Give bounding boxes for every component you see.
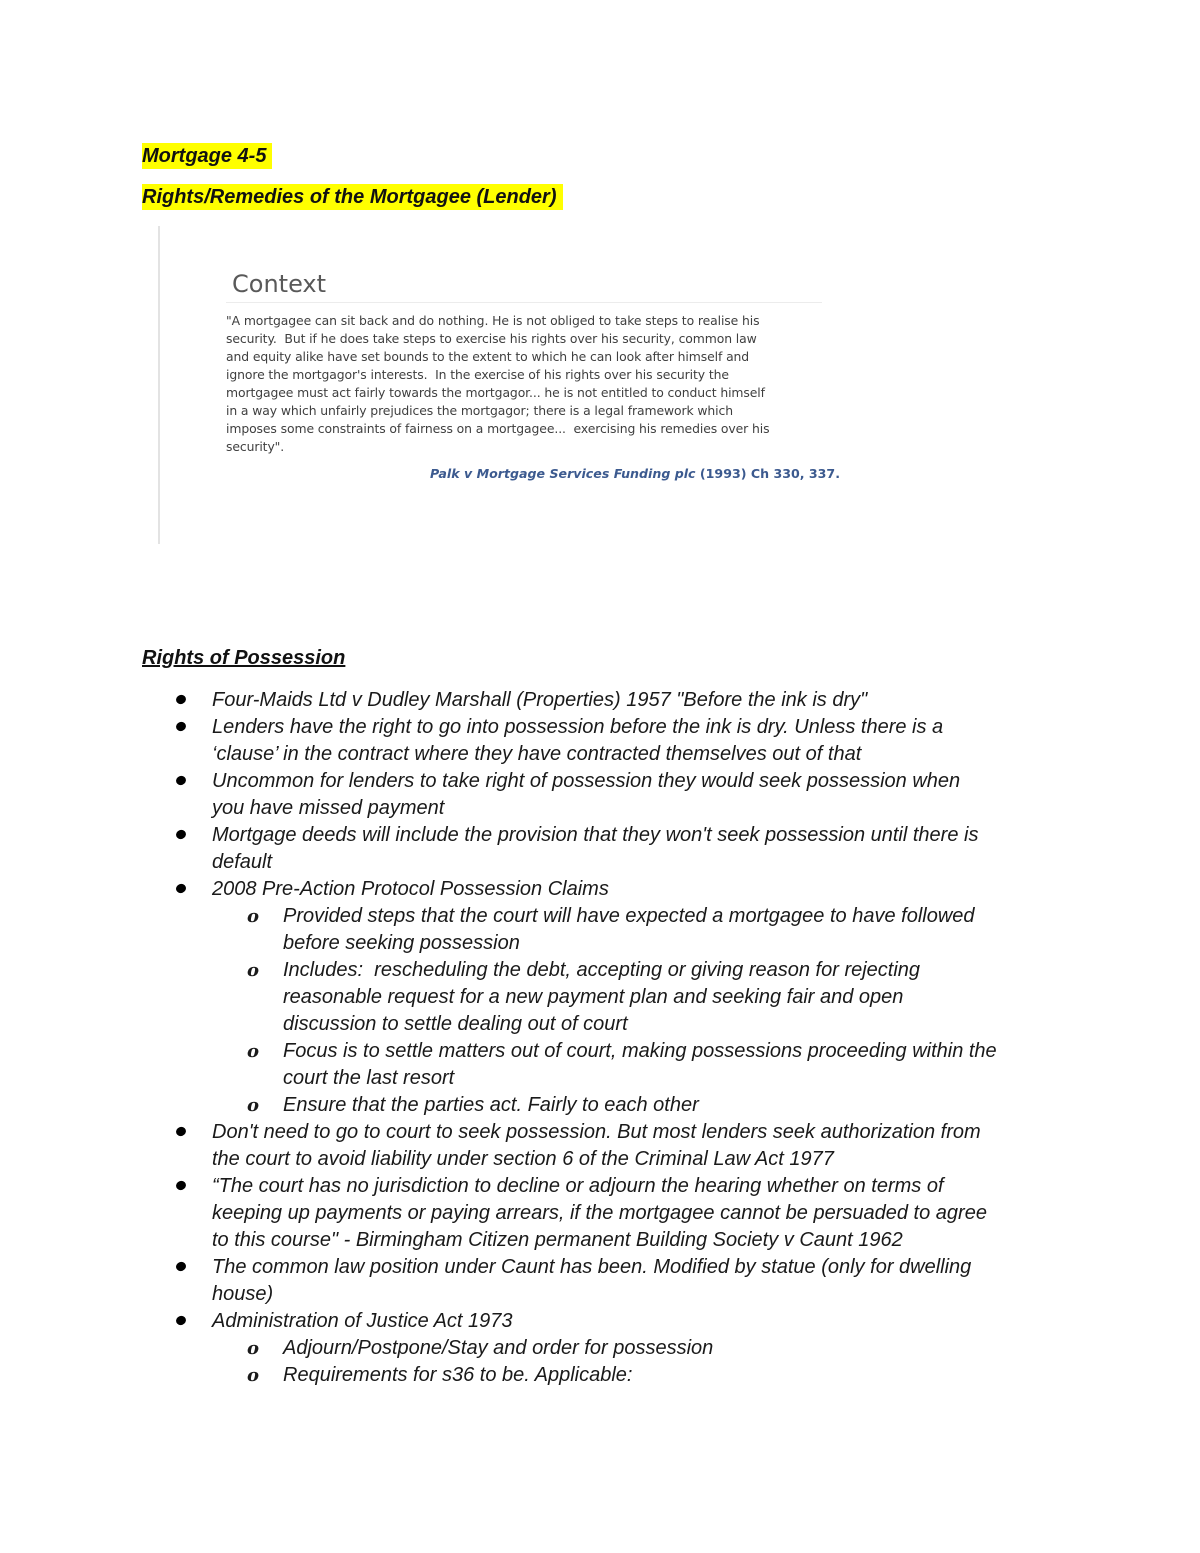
bullet-list: [0, 687, 1200, 1389]
sub-bullet-line: [0, 984, 1200, 1011]
bullet-text: the court to avoid liability under section 6 of the Criminal Law Act 1977: [212, 1148, 834, 1170]
bullet-line: [0, 849, 1200, 876]
bullet-line: [0, 687, 1200, 714]
bullet-text: keeping up payments or paying arrears, if the mortgagee cannot be persuaded to agree: [212, 1202, 987, 1224]
slide-quote-line: mortgagee must act fairly towards the mortgagor... he is not entitled to conduct himself: [226, 385, 765, 400]
slide-quote-line: security".: [226, 439, 285, 454]
bullet-line: [0, 876, 1200, 903]
bullet-dot-icon: [175, 1180, 187, 1192]
document-subtitle: Rights/Remedies of the Mortgagee (Lender): [142, 184, 563, 210]
slide-quote-line: security. But if he does take steps to exercise his rights over his security, common law: [226, 331, 757, 346]
sub-bullet-marker: o: [247, 960, 260, 981]
bullet-dot-icon: [175, 721, 187, 733]
slide-quote-line: in a way which unfairly prejudices the mortgagor; there is a legal framework which: [226, 403, 733, 418]
sub-bullet-line: [0, 1065, 1200, 1092]
bullet-text: Adjourn/Postpone/Stay and order for possession: [283, 1337, 714, 1359]
bullet-text: Mortgage deeds will include the provision that they won't seek possession until there is: [212, 824, 979, 846]
bullet-line: [0, 1227, 1200, 1254]
bullet-line: [0, 1308, 1200, 1335]
bullet-line: [0, 1200, 1200, 1227]
sub-bullet-line: [0, 957, 1200, 984]
bullet-text: reasonable request for a new payment plan and seeking fair and open: [283, 986, 904, 1008]
bullet-text: to this course" - Birmingham Citizen permanent Building Society v Caunt 1962: [212, 1229, 903, 1251]
bullet-text: Provided steps that the court will have expected a mortgagee to have followed: [283, 905, 975, 927]
bullet-dot-icon: [175, 1126, 187, 1138]
bullet-text: ‘clause’ in the contract where they have contracted themselves out of that: [212, 743, 862, 765]
sub-bullet-marker: o: [247, 1365, 260, 1386]
bullet-line: [0, 768, 1200, 795]
sub-bullet-line: [0, 1038, 1200, 1065]
bullet-text: Uncommon for lenders to take right of possession they would seek possession when: [212, 770, 961, 792]
sub-bullet-marker: o: [247, 906, 260, 927]
context-slide-image: [158, 226, 840, 544]
bullet-text: you have missed payment: [212, 797, 445, 819]
bullet-text: before seeking possession: [283, 932, 520, 954]
slide-quote-line: "A mortgagee can sit back and do nothing. He is not obliged to take steps to realise his: [226, 313, 760, 328]
bullet-dot-icon: [175, 775, 187, 787]
citation-reference: (1993) Ch 330, 337.: [695, 466, 840, 481]
bullet-line: [0, 741, 1200, 768]
sub-bullet-line: [0, 930, 1200, 957]
bullet-text: court the last resort: [283, 1067, 455, 1089]
slide-quote-line: and equity alike have set bounds to the extent to which he can look after himself and: [226, 349, 750, 364]
sub-bullet-line: [0, 1011, 1200, 1038]
bullet-dot-icon: [175, 694, 187, 706]
bullet-line: [0, 1119, 1200, 1146]
bullet-text: The common law position under Caunt has been. Modified by statue (only for dwelling: [212, 1256, 972, 1278]
slide-divider: [226, 302, 822, 303]
sub-bullet-line: [0, 903, 1200, 930]
citation-case: Palk v Mortgage Services Funding plc: [430, 466, 696, 481]
bullet-line: [0, 1173, 1200, 1200]
bullet-line: [0, 1146, 1200, 1173]
sub-bullet-marker: o: [247, 1338, 260, 1359]
document-title: Mortgage 4-5: [142, 143, 272, 169]
bullet-text: Lenders have the right to go into possession before the ink is dry. Unless there is a: [212, 716, 944, 738]
sub-bullet-marker: o: [247, 1041, 260, 1062]
slide-quote: [226, 312, 822, 456]
bullet-text: Don't need to go to court to seek possession. But most lenders seek authorization from: [212, 1121, 981, 1143]
bullet-text: Requirements for s36 to be. Applicable:: [283, 1364, 633, 1386]
bullet-text: Ensure that the parties act. Fairly to each other: [283, 1094, 699, 1116]
sub-bullet-line: [0, 1362, 1200, 1389]
bullet-line: [0, 1281, 1200, 1308]
sub-bullet-line: [0, 1092, 1200, 1119]
bullet-text: 2008 Pre-Action Protocol Possession Claims: [212, 878, 609, 900]
bullet-line: [0, 822, 1200, 849]
bullet-line: [0, 714, 1200, 741]
bullet-text: “The court has no jurisdiction to decline or adjourn the hearing whether on terms of: [212, 1175, 944, 1197]
bullet-text: Focus is to settle matters out of court, making possessions proceeding within the: [283, 1040, 997, 1062]
slide-quote-line: imposes some constraints of fairness on a mortgagee... exercising his remedies over his: [226, 421, 770, 436]
sub-bullet-line: [0, 1335, 1200, 1362]
slide-quote-line: ignore the mortgagor's interests. In the exercise of his rights over his security the: [226, 367, 729, 382]
bullet-text: Administration of Justice Act 1973: [212, 1310, 513, 1332]
slide-citation: [430, 466, 840, 481]
bullet-line: [0, 795, 1200, 822]
bullet-text: default: [212, 851, 273, 873]
bullet-text: house): [212, 1283, 274, 1305]
sub-bullet-marker: o: [247, 1095, 260, 1116]
bullet-line: [0, 1254, 1200, 1281]
bullet-dot-icon: [175, 883, 187, 895]
bullet-text: Four-Maids Ltd v Dudley Marshall (Properties) 1957 "Before the ink is dry": [212, 689, 868, 711]
bullet-text: discussion to settle dealing out of court: [283, 1013, 628, 1035]
bullet-dot-icon: [175, 1315, 187, 1327]
bullet-dot-icon: [175, 829, 187, 841]
slide-heading: Context: [232, 270, 327, 298]
bullet-text: Includes: rescheduling the debt, accepting or giving reason for rejecting: [283, 959, 921, 981]
section-heading: Rights of Possession: [142, 647, 346, 669]
bullet-dot-icon: [175, 1261, 187, 1273]
